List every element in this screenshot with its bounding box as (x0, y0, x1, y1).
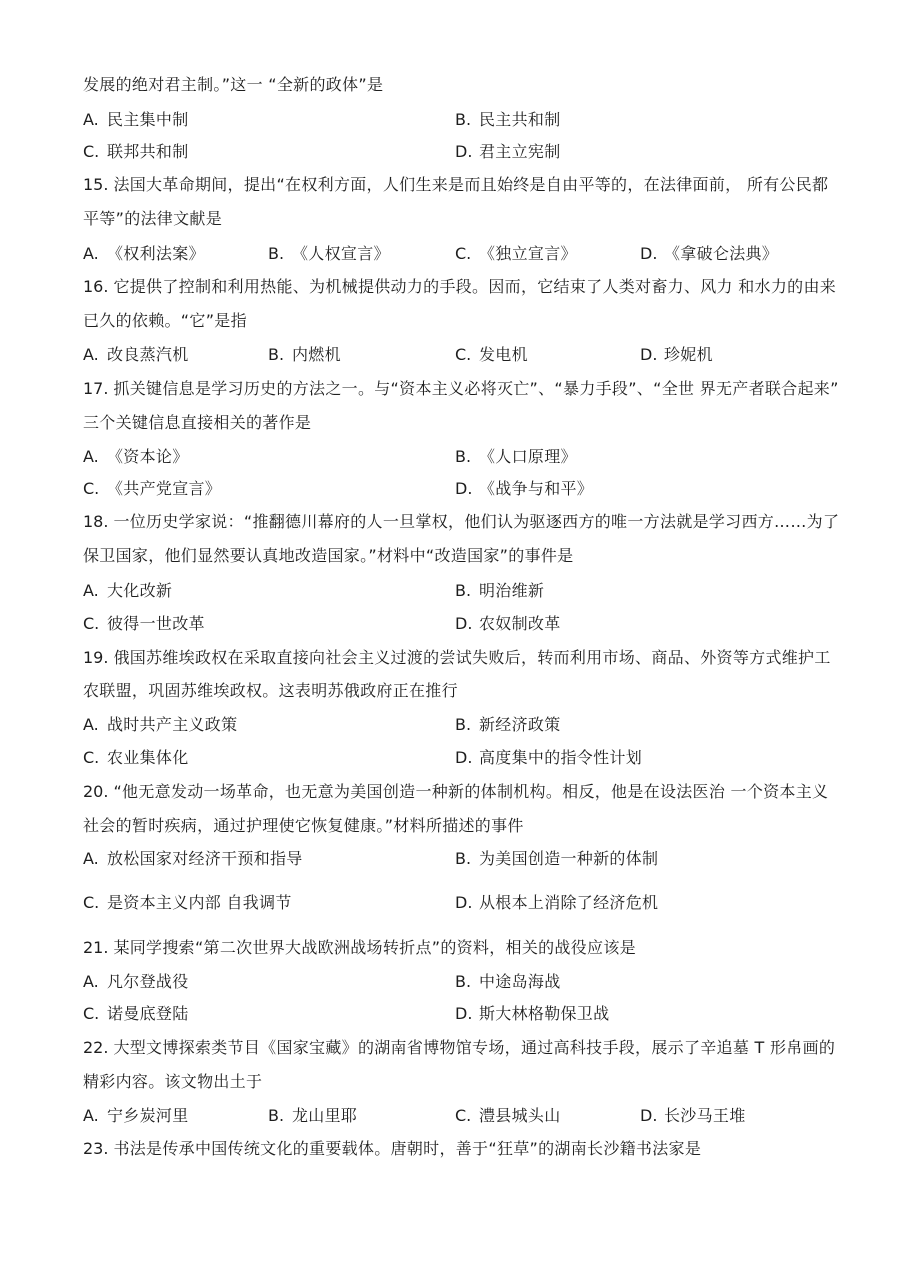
q16-stem-line-1 (83, 277, 836, 297)
option-label: C. (83, 479, 100, 498)
q16-option-b (268, 345, 341, 365)
option-label: A. (83, 849, 99, 868)
option-text: 《共产党宣言》 (107, 479, 222, 498)
option-label: D. (455, 614, 473, 633)
q20-stem-line-1 (83, 782, 828, 802)
option-label: D. (455, 479, 473, 498)
q15-option-d (640, 244, 778, 264)
q18-option-c (83, 614, 205, 634)
q22-option-d (640, 1106, 746, 1126)
option-label: A. (83, 715, 99, 734)
stem-text: 法国大革命期间，提出“在权利方面，人们生来是而且始终是自由平等的，在法律面前， 所有公民都 (113, 175, 829, 194)
stem-text: 某同学搜索“第二次世界大战欧洲战场转折点”的资料，相关的战役应该是 (113, 938, 636, 957)
q20-option-d (455, 893, 658, 913)
option-label: C. (455, 244, 472, 263)
question-number: 21. (83, 938, 109, 957)
option-text: 《战争与和平》 (479, 479, 594, 498)
option-text: 珍妮机 (664, 345, 713, 364)
question-number: 19. (83, 648, 109, 667)
option-label: B. (455, 110, 472, 129)
option-text: 澧县城头山 (479, 1106, 561, 1125)
q20-option-b (455, 849, 658, 869)
q21-option-c (83, 1004, 189, 1024)
question-number: 20. (83, 782, 109, 801)
stem-text: 一位历史学家说：“推翻德川幕府的人一旦掌权，他们认为驱逐西方的唯一方法就是学习西方……为了 (113, 512, 840, 531)
q14-option-d (455, 142, 561, 162)
q18-option-a (83, 581, 172, 601)
option-text: 农奴制改革 (479, 614, 561, 633)
option-label: B. (268, 345, 285, 364)
q14-option-c (83, 142, 189, 162)
option-text: 是资本主义内部 自我调节 (107, 893, 292, 912)
question-number: 16. (83, 277, 109, 296)
q15-option-a (83, 244, 205, 264)
option-text: 君主立宪制 (479, 142, 561, 161)
stem-text: “他无意发动一场革命，也无意为美国创造一种新的体制机构。相反，他是在设法医治 一个资本主义 (113, 782, 829, 801)
stem-text: 俄国苏维埃政权在采取直接向社会主义过渡的尝试失败后，转而利用市场、商品、外资等方式维护工 (113, 648, 831, 667)
option-label: B. (455, 581, 472, 600)
q18-stem-line-1 (83, 512, 839, 532)
option-label: A. (83, 1106, 99, 1125)
q16-stem-line-2: 已久的依赖。“它”是指 (83, 311, 247, 330)
option-text: 《资本论》 (107, 447, 189, 466)
q19-stem-line-1 (83, 648, 831, 668)
option-label: C. (455, 1106, 472, 1125)
q18-option-d (455, 614, 561, 634)
q16-option-d (640, 345, 713, 365)
question-number: 15. (83, 175, 109, 194)
stem-text: 书法是传承中国传统文化的重要载体。唐朝时，善于“狂草”的湖南长沙籍书法家是 (113, 1139, 702, 1158)
option-text: 中途岛海战 (479, 972, 561, 991)
q15-stem-line-1 (83, 175, 828, 195)
option-label: C. (83, 893, 100, 912)
question-number: 22. (83, 1038, 109, 1057)
option-text: 凡尔登战役 (107, 972, 189, 991)
q22-option-a (83, 1106, 189, 1126)
option-label: B. (455, 715, 472, 734)
option-label: C. (83, 614, 100, 633)
q14-stem-line: 发展的绝对君主制。”这一 “全新的政体”是 (83, 75, 384, 94)
option-label: B. (455, 849, 472, 868)
option-label: D. (455, 748, 473, 767)
option-label: D. (640, 1106, 658, 1125)
q17-option-d (455, 479, 593, 499)
option-label: B. (268, 1106, 285, 1125)
option-label: B. (455, 447, 472, 466)
q19-option-b (455, 715, 561, 735)
option-text: 《拿破仑法典》 (664, 244, 779, 263)
option-text: 民主共和制 (479, 110, 561, 129)
q19-option-c (83, 748, 189, 768)
q17-option-a (83, 447, 189, 467)
q22-stem-line-1 (83, 1038, 835, 1058)
question-number: 23. (83, 1139, 109, 1158)
q15-option-c (455, 244, 577, 264)
option-text: 从根本上消除了经济危机 (479, 893, 659, 912)
question-number: 17. (83, 379, 109, 398)
q14-option-b (455, 110, 561, 130)
option-label: C. (83, 142, 100, 161)
q22-option-b (268, 1106, 357, 1126)
q15-option-b (268, 244, 390, 264)
option-text: 明治维新 (479, 581, 545, 600)
option-label: A. (83, 244, 99, 263)
option-text: 诺曼底登陆 (107, 1004, 189, 1023)
q19-option-a (83, 715, 237, 735)
option-text: 大化改新 (107, 581, 173, 600)
option-text: 宁乡炭河里 (107, 1106, 189, 1125)
option-text: 为美国创造一种新的体制 (479, 849, 659, 868)
option-text: 《人口原理》 (479, 447, 577, 466)
option-label: D. (640, 244, 658, 263)
option-label: A. (83, 447, 99, 466)
q21-option-d (455, 1004, 609, 1024)
option-label: C. (455, 345, 472, 364)
q16-option-a (83, 345, 189, 365)
option-text: 《独立宣言》 (479, 244, 577, 263)
option-text: 斯大林格勒保卫战 (479, 1004, 610, 1023)
q17-option-b (455, 447, 577, 467)
stem-text: 它提供了控制和利用热能、为机械提供动力的手段。因而，它结束了人类对畜力、风力 和水力的由来 (113, 277, 837, 296)
q17-stem-line-1 (83, 379, 839, 399)
q22-stem-line-2: 精彩内容。该文物出土于 (83, 1072, 263, 1091)
q20-option-c (83, 893, 292, 913)
stem-text: 抓关键信息是学习历史的方法之一。与“资本主义必将灭亡”、“暴力手段”、“全世 界无产者联合起来” (113, 379, 839, 398)
option-label: A. (83, 972, 99, 991)
option-text: 战时共产主义政策 (107, 715, 238, 734)
option-text: 发电机 (479, 345, 528, 364)
q20-option-a (83, 849, 303, 869)
option-text: 农业集体化 (107, 748, 189, 767)
option-label: C. (83, 1004, 100, 1023)
q19-option-d (455, 748, 642, 768)
q18-option-b (455, 581, 544, 601)
stem-text: 大型文博探索类节目《国家宝藏》的湖南省博物馆专场，通过高科技手段，展示了辛追墓 T 形帛画的 (113, 1038, 836, 1057)
q21-option-b (455, 972, 561, 992)
option-text: 龙山里耶 (292, 1106, 358, 1125)
option-label: A. (83, 110, 99, 129)
option-text: 改良蒸汽机 (107, 345, 189, 364)
q17-stem-line-2: 三个关键信息直接相关的著作是 (83, 413, 312, 432)
q22-option-c (455, 1106, 561, 1126)
option-text: 内燃机 (292, 345, 341, 364)
option-text: 新经济政策 (479, 715, 561, 734)
q19-stem-line-2: 农联盟，巩固苏维埃政权。这表明苏俄政府正在推行 (83, 681, 458, 700)
option-text: 高度集中的指令性计划 (479, 748, 643, 767)
option-text: 《权利法案》 (107, 244, 205, 263)
option-label: D. (640, 345, 658, 364)
option-text: 《人权宣言》 (292, 244, 390, 263)
option-label: C. (83, 748, 100, 767)
option-label: A. (83, 581, 99, 600)
q20-stem-line-2: 社会的暂时疾病，通过护理使它恢复健康。”材料所描述的事件 (83, 816, 524, 835)
option-text: 彼得一世改革 (107, 614, 205, 633)
q21-option-a (83, 972, 189, 992)
q21-stem-line-1 (83, 938, 636, 958)
option-label: A. (83, 345, 99, 364)
option-label: B. (268, 244, 285, 263)
q17-option-c (83, 479, 221, 499)
option-label: D. (455, 893, 473, 912)
q14-option-a (83, 110, 189, 130)
option-text: 放松国家对经济干预和指导 (107, 849, 303, 868)
q23-stem-line-1 (83, 1139, 701, 1159)
option-text: 联邦共和制 (107, 142, 189, 161)
q16-option-c (455, 345, 528, 365)
q15-stem-line-2: 平等”的法律文献是 (83, 209, 222, 228)
option-label: B. (455, 972, 472, 991)
question-number: 18. (83, 512, 109, 531)
option-label: D. (455, 142, 473, 161)
q18-stem-line-2: 保卫国家，他们显然要认真地改造国家。”材料中“改造国家”的事件是 (83, 546, 574, 565)
option-label: D. (455, 1004, 473, 1023)
option-text: 长沙马王堆 (664, 1106, 746, 1125)
option-text: 民主集中制 (107, 110, 189, 129)
